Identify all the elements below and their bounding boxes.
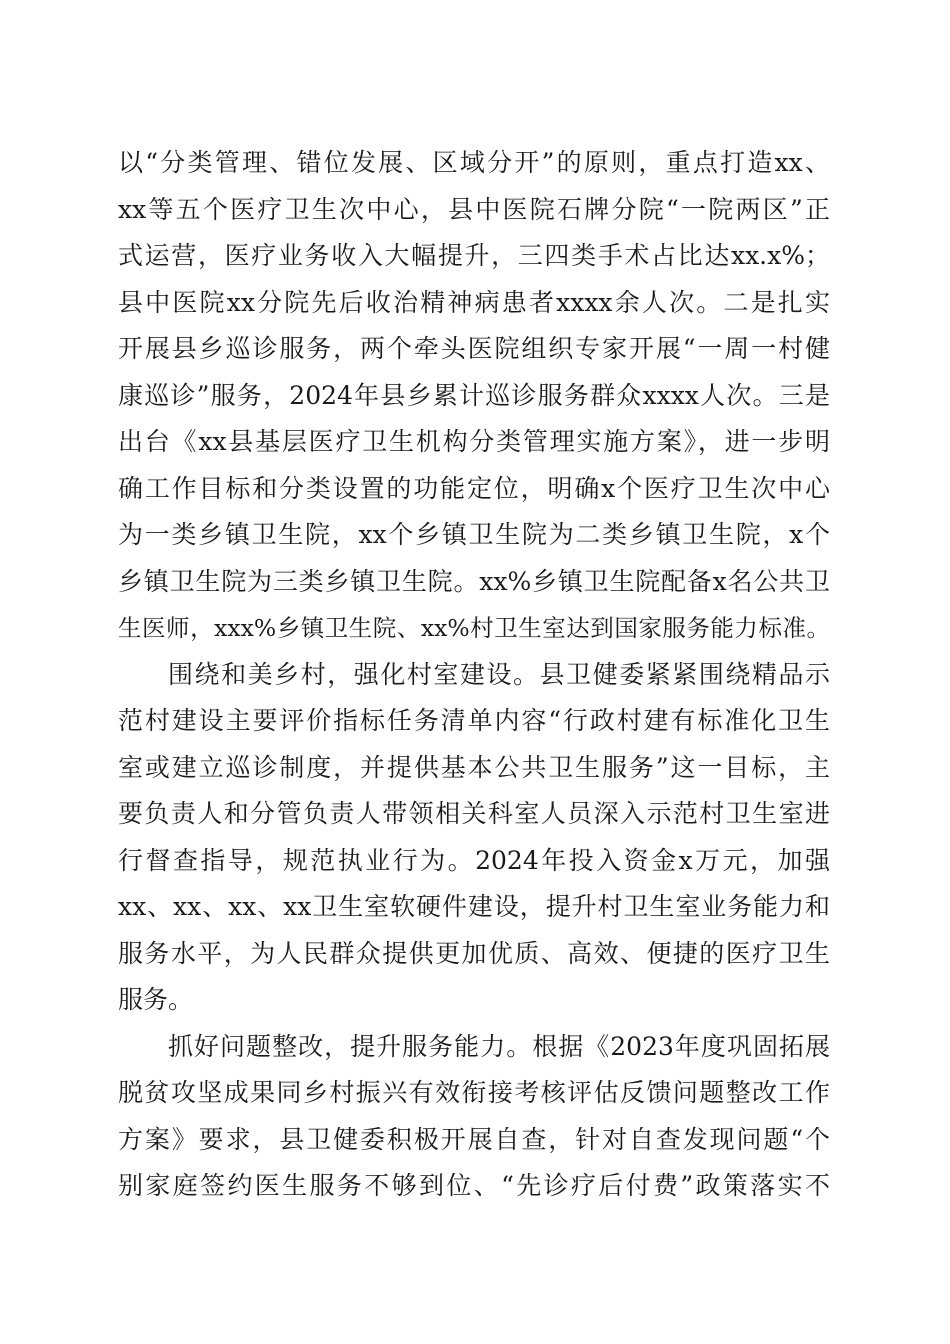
text-line: 开展县乡巡诊服务，两个牵头医院组织专家开展“一周一村健 [118, 334, 830, 363]
document-body [118, 140, 830, 1210]
text-line: 确工作目标和分类设置的功能定位，明确x个医疗卫生次中心 [118, 473, 830, 503]
text-line: 生医师，xxx%乡镇卫生院、xx%村卫生室达到国家服务能力标准。 [118, 614, 830, 642]
text-line: 方案》要求，县卫健委积极开展自查，针对自查发现问题“个 [118, 1124, 830, 1154]
text-line: 乡镇卫生院为三类乡镇卫生院。xx%乡镇卫生院配备x名公共卫 [118, 566, 830, 596]
text-line: xx、xx、xx、xx卫生室软硬件建设，提升村卫生室业务能力和 [118, 892, 830, 921]
text-line: 围绕和美乡村，强化村室建设。县卫健委紧紧围绕精品示 [168, 659, 830, 689]
text-line: 式运营，医疗业务收入大幅提升，三四类手术占比达xx.x%； [118, 241, 830, 270]
text-line: 服务。 [118, 985, 194, 1014]
text-line: 以“分类管理、错位发展、区域分开”的原则，重点打造xx、 [118, 148, 830, 177]
text-line: 室或建立巡诊制度，并提供基本公共卫生服务”这一目标，主 [118, 752, 830, 782]
text-line: 别家庭签约医生服务不够到位、“先诊疗后付费”政策落实不 [118, 1171, 830, 1200]
text-line: 县中医院xx分院先后收治精神病患者xxxx余人次。二是扎实 [118, 287, 830, 317]
text-line: xx等五个医疗卫生次中心，县中医院石牌分院“一院两区”正 [118, 194, 830, 224]
text-line: 出台《xx县基层医疗卫生机构分类管理实施方案》，进一步明 [118, 427, 830, 456]
text-line: 服务水平，为人民群众提供更加优质、高效、便捷的医疗卫生 [118, 938, 830, 968]
text-line: 脱贫攻坚成果同乡村振兴有效衔接考核评估反馈问题整改工作 [118, 1078, 830, 1107]
text-line: 行督查指导，规范执业行为。2024年投入资金x万元，加强 [118, 845, 830, 875]
text-line: 要负责人和分管负责人带领相关科室人员深入示范村卫生室进 [118, 799, 830, 828]
text-line: 范村建设主要评价指标任务清单内容“行政村建有标准化卫生 [118, 706, 830, 735]
text-line: 康巡诊”服务，2024年县乡累计巡诊服务群众xxxx人次。三是 [118, 380, 830, 410]
text-line: 为一类乡镇卫生院，xx个乡镇卫生院为二类乡镇卫生院，x个 [118, 520, 830, 549]
text-line: 抓好问题整改，提升服务能力。根据《2023年度巩固拓展 [168, 1031, 830, 1061]
